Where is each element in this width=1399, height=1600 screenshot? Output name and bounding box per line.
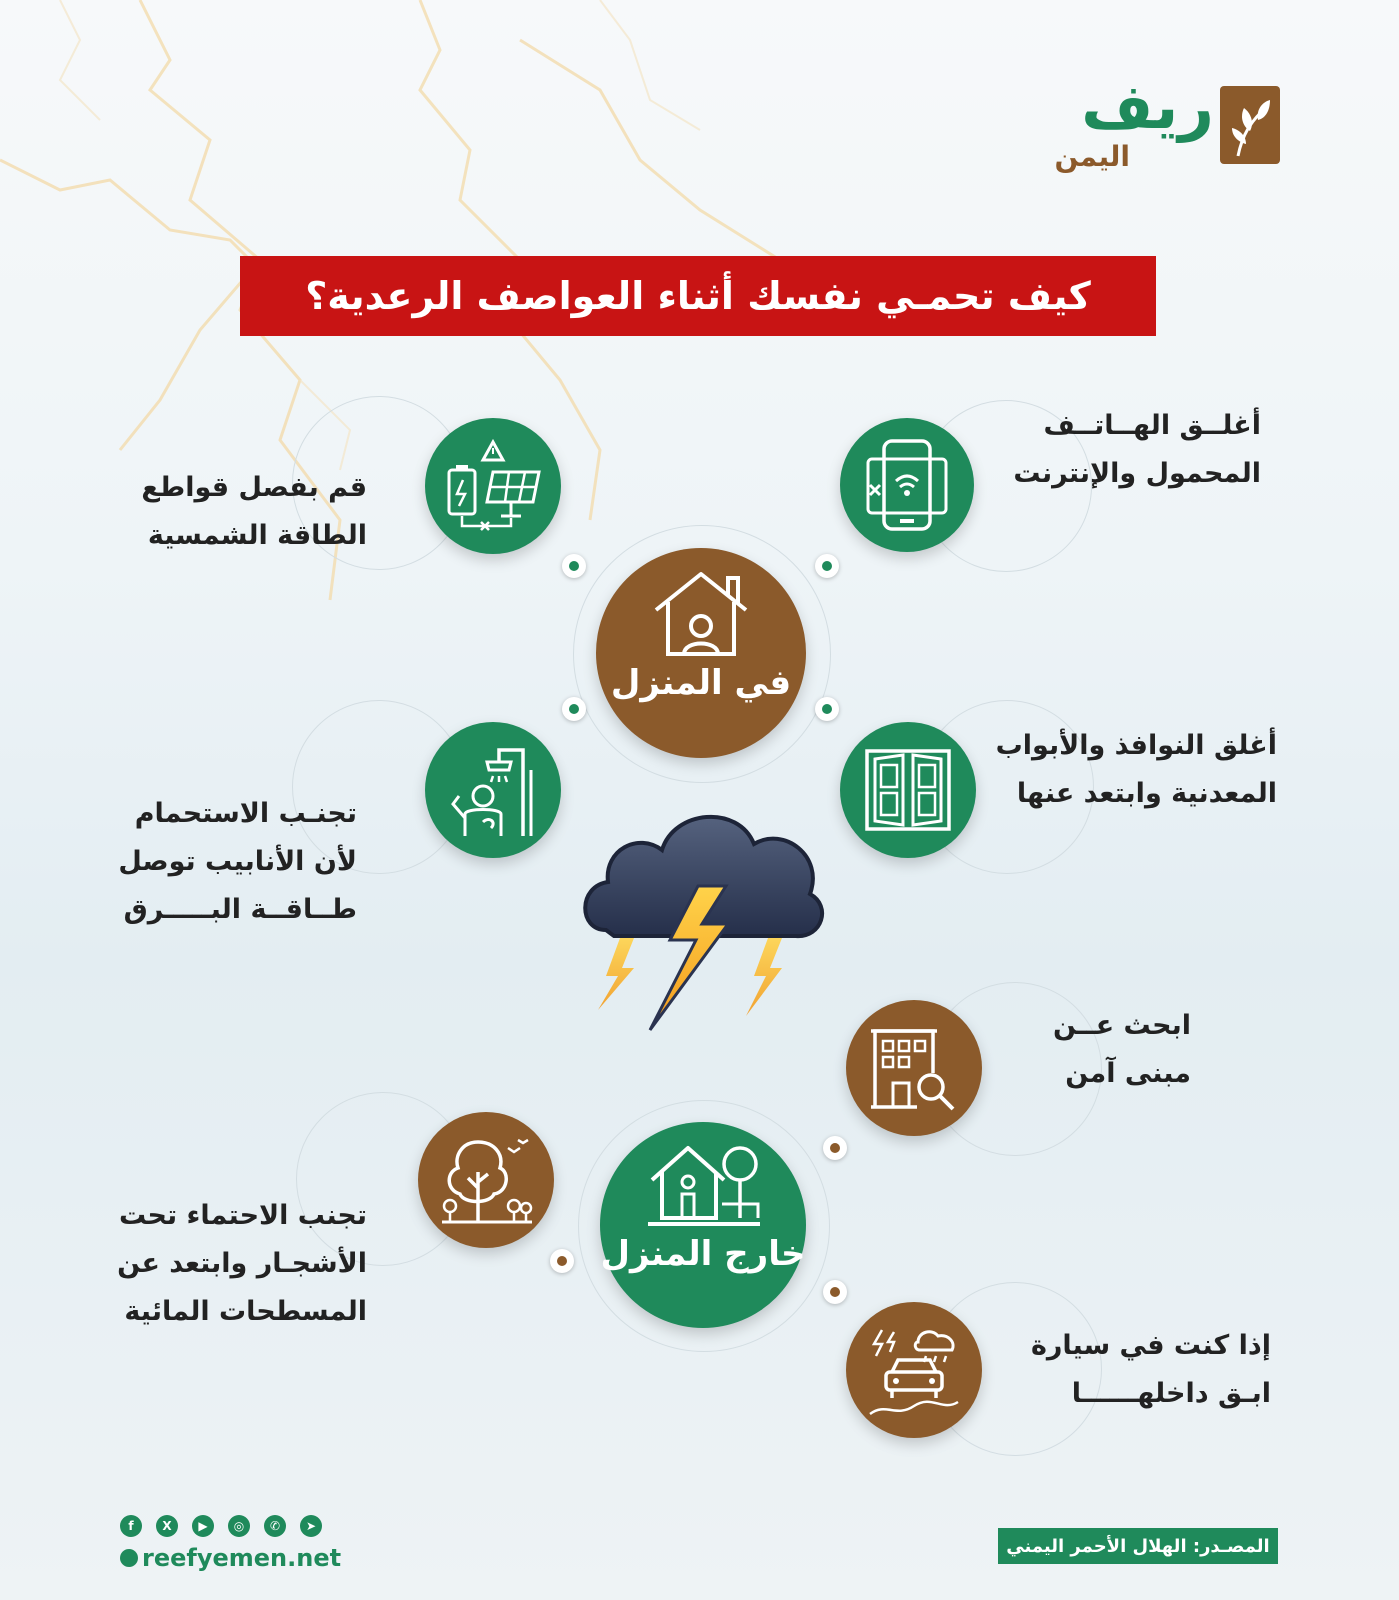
storm-cloud-icon: [578, 790, 830, 1052]
tip-line: لأن الأنابيب توصل: [118, 846, 357, 877]
car-tip-icon-circle: [846, 1302, 982, 1438]
facebook-icon[interactable]: f: [120, 1515, 142, 1537]
tip-line: الطاقة الشمسية: [147, 520, 367, 551]
telegram-icon[interactable]: ➤: [300, 1515, 322, 1537]
instagram-icon[interactable]: ◎: [228, 1515, 250, 1537]
whatsapp-icon[interactable]: ✆: [264, 1515, 286, 1537]
tip-solar: [141, 464, 367, 560]
tip-line: طــاقــة البـــــرق: [123, 894, 357, 925]
tip-line: قم بفصل قواطع: [141, 472, 367, 503]
home-hub-label: في المنزل: [610, 663, 792, 703]
tip-car: [1031, 1322, 1271, 1418]
tip-line: أغلق النوافذ والأبواب: [995, 730, 1277, 761]
social-links: [120, 1515, 330, 1539]
logo-sub-text: اليمن: [1054, 140, 1130, 173]
page-title: كيف تحمـي نفسك أثناء العواصف الرعدية؟: [305, 274, 1091, 318]
tip-shower: [118, 790, 357, 934]
building-tip-icon-circle: [846, 1000, 982, 1136]
tip-line: ابحث عــن: [1052, 1010, 1191, 1041]
tree-tip-icon-circle: [418, 1112, 554, 1248]
connector-dot: [823, 1280, 847, 1304]
tip-line: تجنـب الاستحمام: [134, 798, 357, 829]
tip-line: المحمول والإنترنت: [1013, 458, 1261, 489]
tip-line: المسطحات المائية: [124, 1296, 367, 1327]
connector-dot: [550, 1249, 574, 1273]
tip-line: تجنب الاحتماء تحت: [118, 1200, 367, 1231]
x-icon[interactable]: X: [156, 1515, 178, 1537]
tip-line: ابـق داخلهــــــا: [1071, 1378, 1271, 1409]
building-search-icon: [869, 1023, 959, 1113]
tip-windows: [996, 722, 1277, 818]
connector-dot: [562, 697, 586, 721]
logo-emblem: [1220, 86, 1280, 164]
solar-tip-icon-circle: [425, 418, 561, 554]
house-tree-icon: [646, 1138, 762, 1228]
website-link[interactable]: [120, 1544, 341, 1572]
outside-hub-label: خارج المنزل: [600, 1234, 806, 1274]
home-hub: [596, 548, 806, 758]
phone-tip-icon-circle: [840, 418, 974, 552]
phone-wifi-icon: [862, 435, 952, 535]
connector-dot: [823, 1136, 847, 1160]
tip-phone: [1013, 402, 1261, 498]
window-icon: [863, 745, 953, 835]
tip-line: مبنى آمن: [1065, 1058, 1191, 1089]
youtube-icon[interactable]: ▶: [192, 1515, 214, 1537]
connector-dot: [562, 554, 586, 578]
globe-icon: [120, 1549, 138, 1567]
solar-battery-icon: [441, 436, 545, 536]
window-tip-icon-circle: [840, 722, 976, 858]
connector-dot: [815, 697, 839, 721]
brand-logo: [1010, 70, 1280, 188]
title-banner: [240, 256, 1156, 336]
shower-icon: [443, 740, 543, 840]
tip-line: أغلــق الهــاتــف: [1043, 410, 1261, 441]
tip-line: الأشجـار وابتعد عن: [117, 1248, 367, 1279]
house-person-icon: [648, 568, 754, 658]
tip-line: المعدنية وابتعد عنها: [1016, 778, 1277, 809]
logo-main-text: ريف: [1081, 70, 1214, 143]
source-text: المصـدر: الهلال الأحمر اليمني: [1006, 1535, 1270, 1557]
tip-line: إذا كنت في سيارة: [1030, 1330, 1271, 1361]
website-text: reefyemen.net: [142, 1544, 342, 1572]
outside-hub: [600, 1122, 806, 1328]
shower-tip-icon-circle: [425, 722, 561, 858]
car-storm-icon: [866, 1322, 962, 1418]
tip-trees: [117, 1192, 367, 1336]
source-badge: [998, 1528, 1278, 1564]
tree-icon: [438, 1132, 534, 1228]
tip-building: [1053, 1002, 1191, 1098]
connector-dot: [815, 554, 839, 578]
